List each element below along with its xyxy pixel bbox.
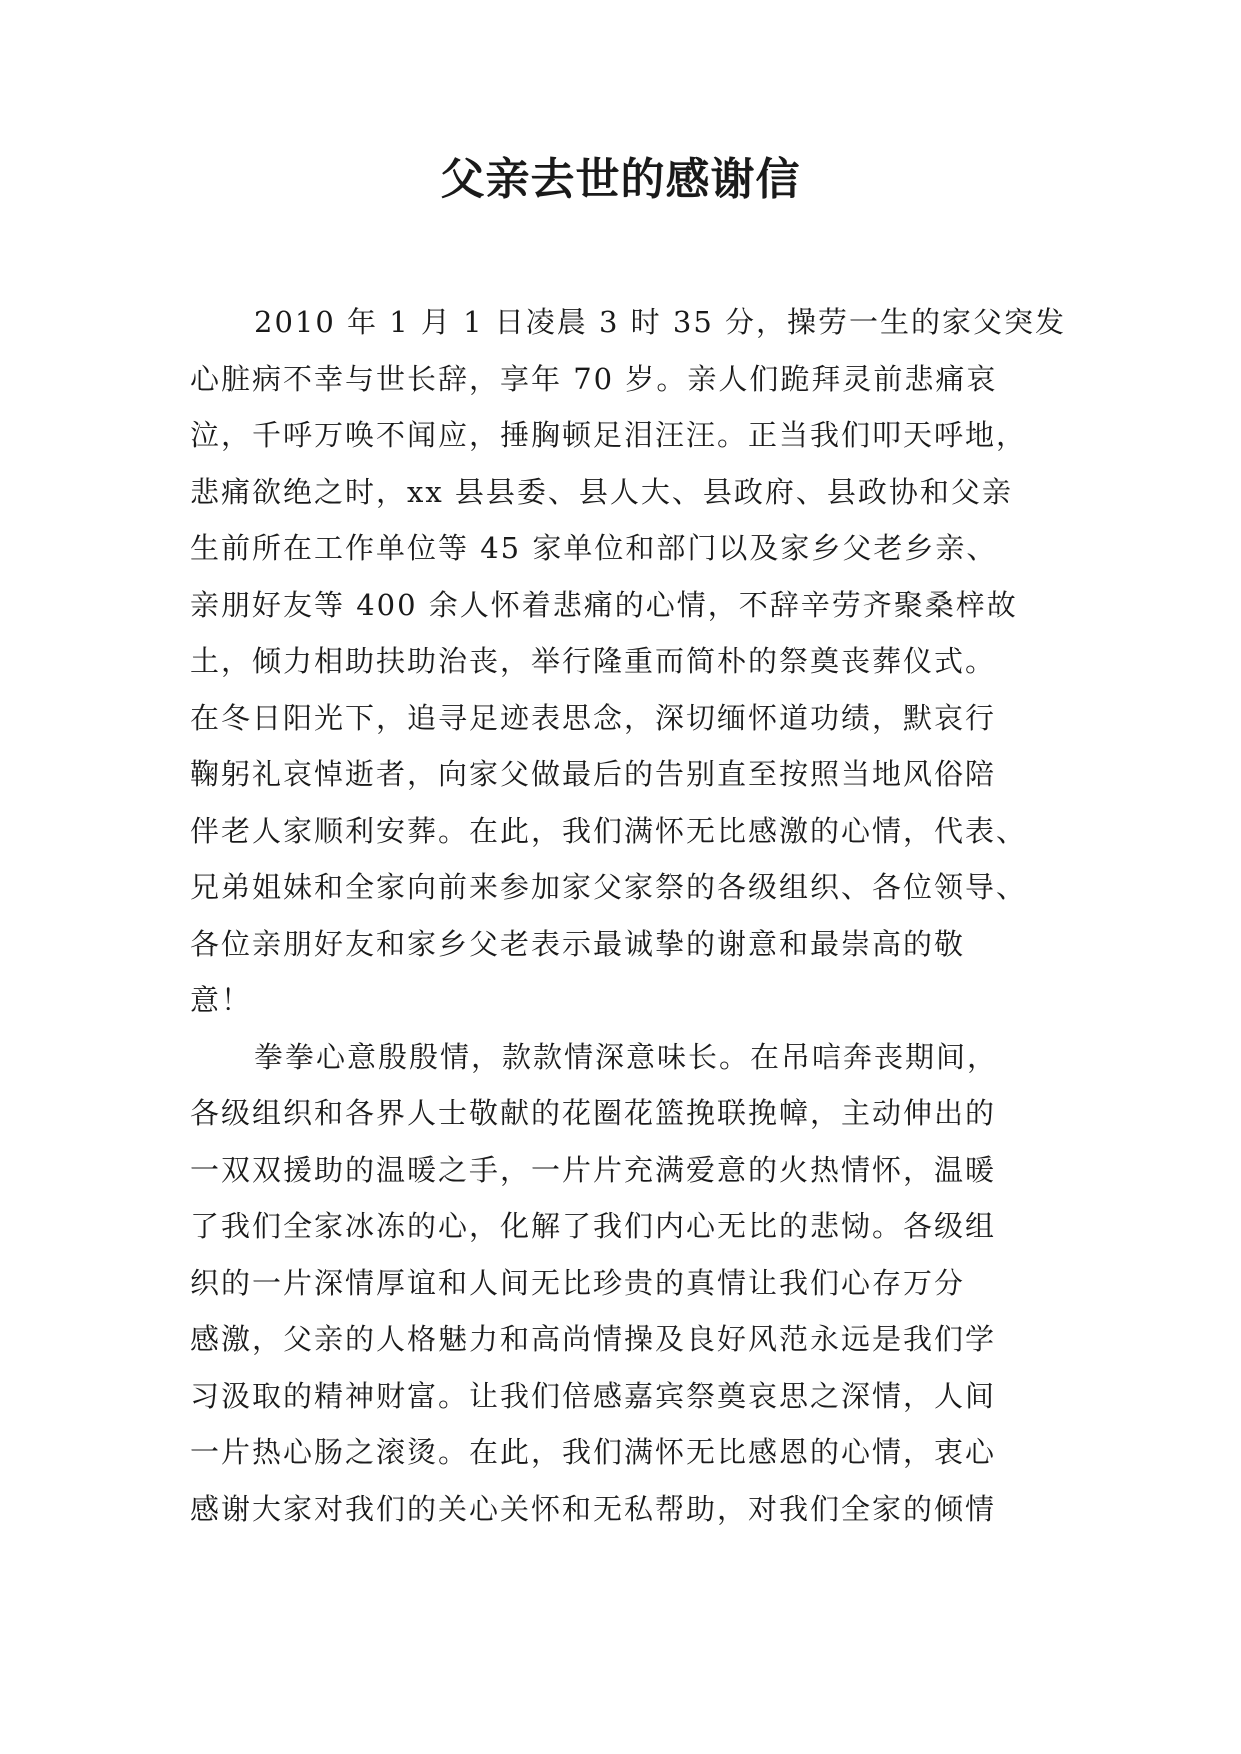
text-line: 生前所在工作单位等 45 家单位和部门以及家乡父老乡亲、 — [190, 531, 998, 565]
text-line: 织的一片深情厚谊和人间无比珍贵的真情让我们心存万分 — [190, 1265, 966, 1300]
text-line: 伴老人家顺利安葬。在此，我们满怀无比感激的心情，代表、 — [190, 813, 1028, 848]
document-title: 父亲去世的感谢信 — [440, 154, 801, 205]
text-line: 一片热心肠之滚烫。在此，我们满怀无比感恩的心情，衷心 — [190, 1435, 997, 1469]
text-line: 悲痛欲绝之时，xx 县县委、县人大、县政府、县政协和父亲 — [190, 474, 1013, 509]
text-line: 2010 年 1 月 1 日凌晨 3 时 35 分，操劳一生的家父突发 — [254, 305, 1067, 339]
text-line: 土，倾力相助扶助治丧，举行隆重而简朴的祭奠丧葬仪式。 — [190, 644, 997, 678]
text-line: 感激，父亲的人格魅力和高尚情操及良好风范永远是我们学 — [190, 1322, 997, 1356]
text-line: 感谢大家对我们的关心关怀和无私帮助，对我们全家的倾情 — [190, 1491, 997, 1526]
text-line: 亲朋好友等 400 余人怀着悲痛的心情，不辞辛劳齐聚桑梓故 — [190, 587, 1018, 622]
document-body — [190, 294, 1067, 1537]
text-line: 各位亲朋好友和家乡父老表示最诚挚的谢意和最崇高的敬 — [190, 926, 966, 961]
text-line: 鞠躬礼哀悼逝者，向家父做最后的告别直至按照当地风俗陪 — [190, 757, 997, 791]
text-line: 了我们全家冰冻的心，化解了我们内心无比的悲恸。各级组 — [190, 1209, 997, 1243]
text-line: 各级组织和各界人士敬献的花圈花篮挽联挽幛，主动伸出的 — [190, 1096, 997, 1130]
text-line: 习汲取的精神财富。让我们倍感嘉宾祭奠哀思之深情，人间 — [190, 1378, 997, 1413]
text-line: 心脏病不幸与世长辞，享年 70 岁。亲人们跪拜灵前悲痛哀 — [190, 361, 998, 396]
text-line: 一双双援助的温暖之手，一片片充满爱意的火热情怀，温暖 — [190, 1152, 997, 1187]
text-line: 兄弟姐妹和全家向前来参加家父家祭的各级组织、各位领导、 — [190, 870, 1028, 904]
text-line: 在冬日阳光下，追寻足迹表思念，深切缅怀道功绩，默哀行 — [190, 700, 997, 735]
text-line: 意！ — [190, 983, 253, 1017]
text-line: 拳拳心意殷殷情，款款情深意味长。在吊唁奔丧期间， — [254, 1039, 999, 1074]
text-line: 泣，千呼万唤不闻应，捶胸顿足泪汪汪。正当我们叩天呼地， — [190, 418, 1028, 452]
